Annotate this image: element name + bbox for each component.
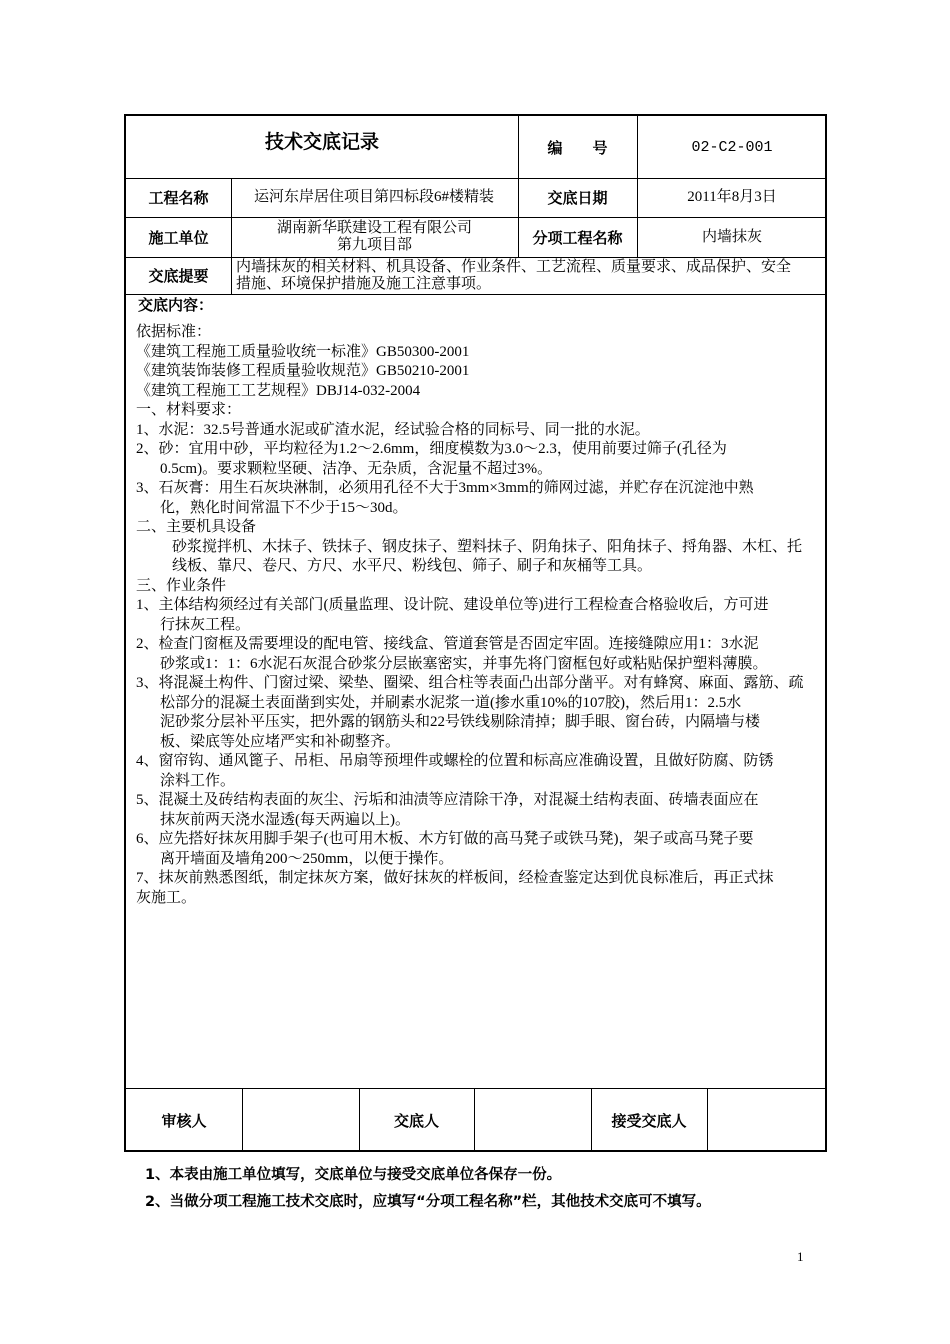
content-line: 《建筑工程施工工艺规程》DBJ14-032-2004 [136,382,421,399]
construction-unit-label: 施工单位 [148,228,209,247]
sub-project-value: 内墙抹灰 [701,228,762,245]
discloser-signature-field[interactable] [474,1088,591,1152]
content-line: 1、水泥：32.5号普通水泥或矿渣水泥，经试验合格的同标号、同一批的水泥。 [136,421,650,438]
summary-label: 交底提要 [148,267,209,285]
summary-line2: 措施、环境保护措施及施工注意事项。 [236,275,492,292]
construction-unit-line1: 湖南新华联建设工程有限公司 [276,220,472,236]
content-line: 砂浆搅拌机、木抹子、铁抹子、钢皮抹子、塑料抹子、阴角抹子、阳角抹子、捋角器、木杠、托 [172,538,803,555]
content-line: 2、检查门窗框及需要埋设的配电管、接线盒、管道套管是否固定牢固。连接缝隙应用1：3水泥 [136,636,759,652]
content-line: 抹灰前两天浇水湿透(每天两遍以上)。 [160,811,410,828]
content-line: 一、材料要求： [136,402,242,418]
content-line: 松部分的混凝土表面凿到实处，并刷素水泥浆一道(掺水重10%的107胶)，然后用1：2.5水 [160,694,742,711]
number-label: 编 号 [547,138,608,157]
number-value: 02-C2-001 [691,138,773,156]
content-line: 0.5cm)。要求颗粒坚硬、洁净、无杂质，含泥量不超过3%。 [160,460,553,477]
disclosure-content [136,296,822,908]
note-line-1: 1、本表由施工单位填写，交底单位与接受交底单位各保存一份。 [145,1167,562,1183]
construction-unit-value [231,217,518,257]
page-number: 1 [797,1249,804,1264]
summary-value [236,257,828,294]
content-line: 离开墙面及墙角200～250mm，以便于操作。 [160,850,454,867]
row-divider [126,294,825,295]
project-name-value: 运河东岸居住项目第四标段6#楼精装 [253,189,494,205]
content-line: 依据标准： [136,324,212,340]
summary-line1: 内墙抹灰的相关材料、机具设备、作业条件、工艺流程、质量要求、成品保护、安全 [236,258,792,275]
content-line: 《建筑装饰装修工程质量验收规范》GB50210-2001 [136,363,470,379]
content-line: 4、窗帘钩、通风篦子、吊柜、吊扇等预埋件或螺栓的位置和标高应准确设置，且做好防腐、防锈 [136,753,774,769]
content-line: 《建筑工程施工质量验收统一标准》GB50300-2001 [136,343,470,360]
reviewer-label: 审核人 [161,1111,207,1130]
discloser-label: 交底人 [393,1111,439,1130]
content-line: 灰施工。 [136,889,197,906]
disclosure-date-label: 交底日期 [547,189,608,207]
receiver-signature-field[interactable] [707,1088,827,1152]
content-line: 2、砂：宜用中砂，平均粒径为1.2～2.6mm，细度模数为3.0～2.3，使用前要过筛子(孔径为 [136,441,727,457]
content-line: 1、主体结构须经过有关部门(质量监理、设计院、建设单位等)进行工程检查合格验收后，方可进 [136,597,769,613]
sub-project-label: 分项工程名称 [532,228,623,247]
content-line: 行抹灰工程。 [160,616,251,633]
content-line: 板、梁底等处应堵严实和补砌整齐。 [160,733,401,750]
form-title: 技术交底记录 [264,130,379,153]
content-line: 6、应先搭好抹灰用脚手架子(也可用木板、木方钉做的高马凳子或铁马凳)，架子或高马凳子要 [136,831,754,847]
content-line: 砂浆或1：1：6水泥石灰混合砂浆分层嵌塞密实，并事先将门窗框包好或粘贴保护塑料薄膜。 [160,655,768,672]
content-line: 涂料工作。 [160,772,236,789]
content-line: 线板、靠尺、卷尺、方尺、水平尺、粉线包、筛子、刷子和灰桶等工具。 [172,558,653,574]
note-line-2: 2、当做分项工程施工技术交底时，应填写“分项工程名称”栏，其他技术交底可不填写。 [145,1194,711,1210]
content-line: 泥砂浆分层补平压实，把外露的钢筋头和22号铁线剔除清掉；脚手眼、窗台砖，内隔墙与楼 [160,714,761,730]
content-line: 化，熟化时间常温下不少于15～30d。 [160,499,408,516]
content-line: 二、主要机具设备 [136,519,257,535]
content-line: 3、将混凝土构件、门窗过梁、梁垫、圈梁、组合柱等表面凸出部分凿平。对有蜂窝、麻面、露筋、疏 [136,675,804,691]
disclosure-form [124,114,827,1152]
content-line: 三、作业条件 [136,577,227,594]
content-line: 3、石灰膏：用生石灰块淋制，必须用孔径不大于3mm×3mm的筛网过滤，并贮存在沉淀池中熟 [136,480,754,496]
receiver-label: 接受交底人 [611,1111,687,1130]
content-lines [136,323,822,908]
construction-unit-line2: 第九项目部 [336,237,412,253]
content-heading: 交底内容： [138,296,214,314]
content-line: 7、抹灰前熟悉图纸，制定抹灰方案，做好抹灰的样板间，经检查鉴定达到优良标准后，再正式抹 [136,870,774,886]
project-name-label: 工程名称 [148,189,209,207]
form-notes [145,1162,711,1216]
reviewer-signature-field[interactable] [242,1088,359,1152]
content-line: 5、混凝土及砖结构表面的灰尘、污垢和油渍等应清除干净，对混凝土结构表面、砖墙表面应在 [136,792,759,808]
disclosure-date-value: 2011年8月3日 [687,189,777,205]
